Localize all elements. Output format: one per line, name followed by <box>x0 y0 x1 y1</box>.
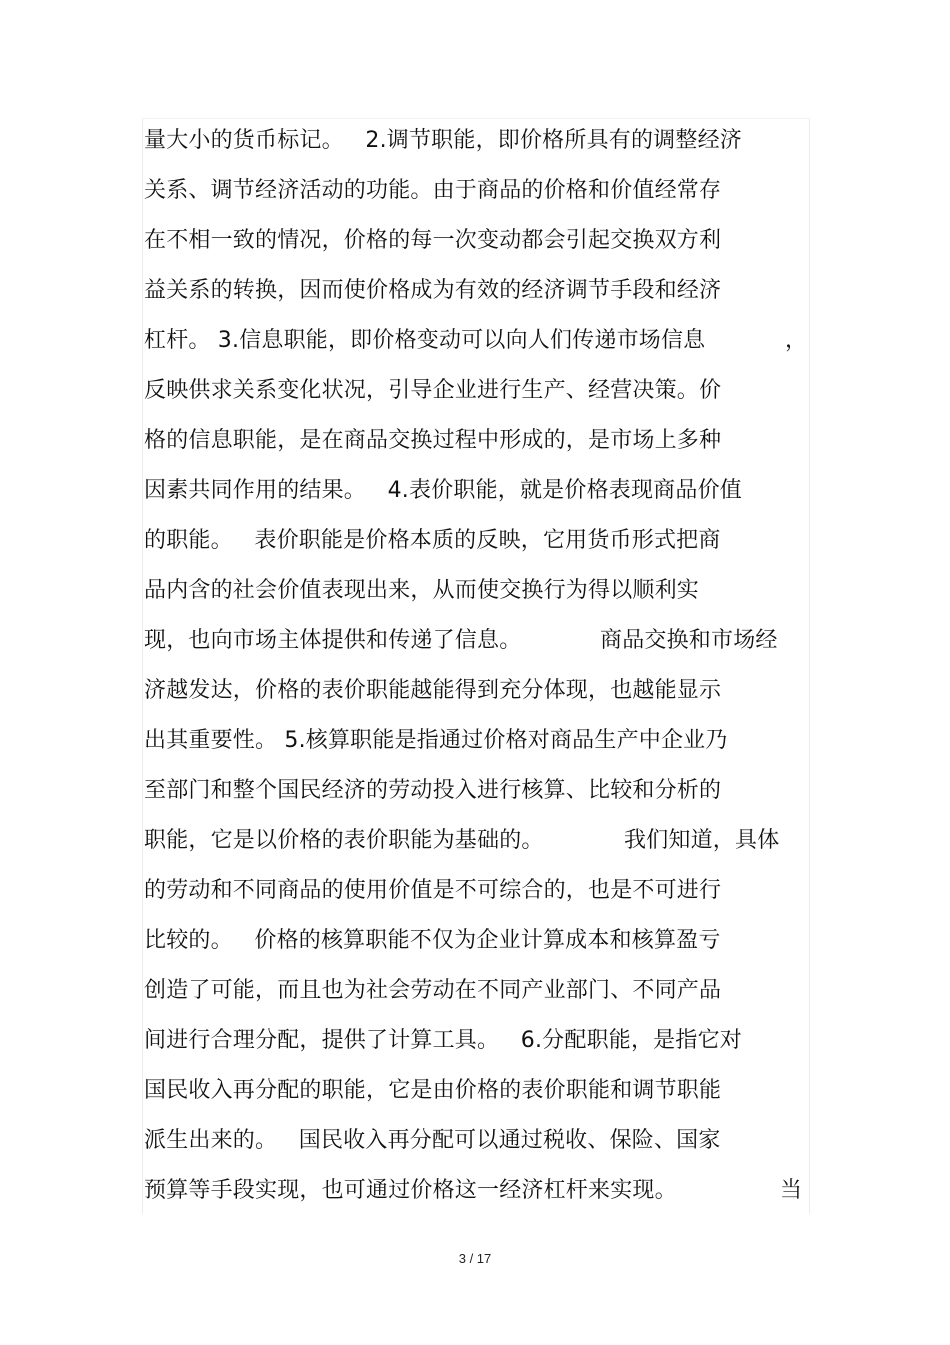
text-line <box>144 674 721 708</box>
text-line <box>144 1124 721 1158</box>
text-line <box>144 524 721 558</box>
page-number: 3 / 17 <box>458 1251 492 1266</box>
text-line <box>144 224 721 258</box>
text-line-content: 的职能。 表价职能是价格本质的反映，它用货币形式把商 <box>144 528 721 553</box>
text-line-content: 职能，它是以价格的表价职能为基础的。 <box>144 828 544 853</box>
text-line-content: 创造了可能，而且也为社会劳动在不同产业部门、不同产品 <box>144 978 722 1003</box>
text-line-content: 量大小的货币标记。 2.调节职能，即价格所具有的调整经济 <box>144 128 742 153</box>
text-line-content: 派生出来的。 国民收入再分配可以通过税收、保险、国家 <box>144 1128 721 1153</box>
text-line <box>144 724 728 758</box>
text-line-content: 间进行合理分配，提供了计算工具。 6.分配职能，是指它对 <box>144 1028 742 1053</box>
text-line-content: 益关系的转换，因而使价格成为有效的经济调节手段和经济 <box>144 278 722 303</box>
text-line <box>144 424 721 458</box>
text-line-trailing-segment: 商品交换和市场经 <box>600 628 778 653</box>
text-line-content: 的劳动和不同商品的使用价值是不可综合的，也是不可进行 <box>144 878 722 903</box>
text-line-content: 出其重要性。 5.核算职能是指通过价格对商品生产中企业乃 <box>144 728 728 753</box>
text-line <box>144 374 721 408</box>
text-line <box>144 1024 742 1058</box>
text-line <box>144 274 721 308</box>
text-line-content: 格的信息职能，是在商品交换过程中形成的，是市场上多种 <box>144 428 722 453</box>
text-line <box>144 574 699 608</box>
text-line-content: 关系、调节经济活动的功能。由于商品的价格和价值经常存 <box>144 178 722 203</box>
text-line-content: 在不相一致的情况，价格的每一次变动都会引起交换双方利 <box>144 228 722 253</box>
text-line <box>144 1174 803 1208</box>
text-line <box>144 624 778 658</box>
text-line <box>144 174 721 208</box>
text-line-content: 现，也向市场主体提供和传递了信息。 <box>144 628 522 653</box>
text-line <box>144 774 721 808</box>
text-line-content: 因素共同作用的结果。 4.表价职能，就是价格表现商品价值 <box>144 478 742 503</box>
text-line-content: 品内含的社会价值表现出来，从而使交换行为得以顺利实 <box>144 578 700 603</box>
text-line <box>144 874 721 908</box>
text-line-content: 国民收入再分配的职能，它是由价格的表价职能和调节职能 <box>144 1078 722 1103</box>
text-line <box>144 974 721 1008</box>
text-line-trailing-segment: 我们知道，具体 <box>624 828 780 853</box>
text-line-content: 预算等手段实现，也可通过价格这一经济杠杆来实现。 <box>144 1178 677 1203</box>
text-line-content: 至部门和整个国民经济的劳动投入进行核算、比较和分析的 <box>144 778 722 803</box>
text-line-trailing-segment: ， <box>785 328 808 353</box>
text-line <box>144 124 742 158</box>
text-line-content: 反映供求关系变化状况，引导企业进行生产、经营决策。价 <box>144 378 722 403</box>
text-line <box>144 474 742 508</box>
text-line <box>144 924 721 958</box>
text-line-content: 杠杆。 3.信息职能，即价格变动可以向人们传递市场信息 <box>144 328 706 353</box>
text-line <box>144 324 808 358</box>
text-line-content: 比较的。 价格的核算职能不仅为企业计算成本和核算盈亏 <box>144 928 721 953</box>
text-line-trailing-segment: 当 <box>780 1178 803 1203</box>
text-line-content: 济越发达，价格的表价职能越能得到充分体现，也越能显示 <box>144 678 722 703</box>
text-line <box>144 1074 721 1108</box>
text-line <box>144 824 780 858</box>
